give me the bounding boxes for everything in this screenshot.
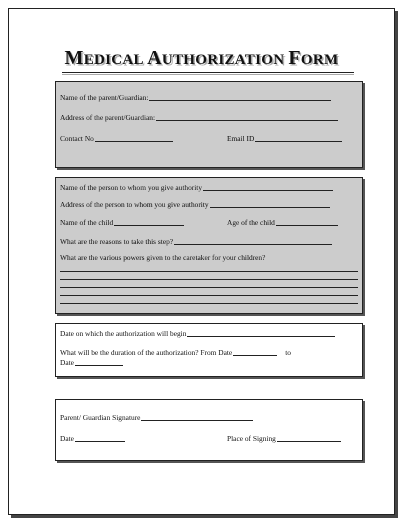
- duration-label: What will be the duration of the authorization? From Date: [60, 347, 233, 357]
- contact-label: Contact No: [60, 133, 94, 143]
- email-label: Email ID: [227, 133, 255, 143]
- powers-line[interactable]: [60, 295, 358, 296]
- child-name-field[interactable]: [114, 217, 184, 226]
- powers-line[interactable]: [60, 303, 358, 304]
- form-page: [8, 8, 395, 515]
- email-field[interactable]: [255, 133, 342, 142]
- signature-field[interactable]: [141, 412, 253, 421]
- authorization-dates-section: [55, 323, 363, 377]
- parent-name-label: Name of the parent/Guardian:: [60, 92, 149, 102]
- begin-date-field[interactable]: [187, 328, 335, 337]
- parent-name-field[interactable]: [149, 92, 331, 101]
- signature-date-field[interactable]: [75, 433, 125, 442]
- authority-person-address-field[interactable]: [210, 199, 330, 208]
- parent-address-field[interactable]: [156, 112, 338, 121]
- place-label: Place of Signing: [227, 433, 276, 443]
- authority-person-address-label: Address of the person to whom you give authority: [60, 199, 209, 209]
- signature-section: [55, 399, 363, 461]
- child-age-label: Age of the child: [227, 217, 275, 227]
- title-underline: [62, 72, 354, 73]
- powers-line[interactable]: [60, 271, 358, 272]
- contact-field[interactable]: [95, 133, 173, 142]
- authority-person-name-label: Name of the person to whom you give authority: [60, 182, 203, 192]
- reasons-field[interactable]: [174, 236, 332, 245]
- powers-line[interactable]: [60, 279, 358, 280]
- powers-line[interactable]: [60, 287, 358, 288]
- to-date-label: Date: [60, 357, 74, 367]
- signature-label: Parent/ Guardian Signature: [60, 412, 141, 422]
- duration-from-field[interactable]: [233, 347, 277, 356]
- begin-date-label: Date on which the authorization will begin: [60, 328, 187, 338]
- authority-section: [55, 177, 363, 314]
- signature-date-label: Date: [60, 433, 74, 443]
- guardian-info-section: [55, 81, 363, 168]
- to-date-field[interactable]: [75, 357, 123, 366]
- parent-address-label: Address of the parent/Guardian:: [60, 112, 156, 122]
- child-age-field[interactable]: [276, 217, 338, 226]
- child-name-label: Name of the child: [60, 217, 114, 227]
- to-label: to: [285, 347, 291, 357]
- authority-person-name-field[interactable]: [203, 182, 333, 191]
- reasons-label: What are the reasons to take this step?: [60, 236, 174, 246]
- place-field[interactable]: [277, 433, 341, 442]
- form-title: MEDICAL AUTHORIZATION FORM: [64, 47, 339, 69]
- powers-label: What are the various powers given to the caretaker for your children?: [60, 253, 266, 262]
